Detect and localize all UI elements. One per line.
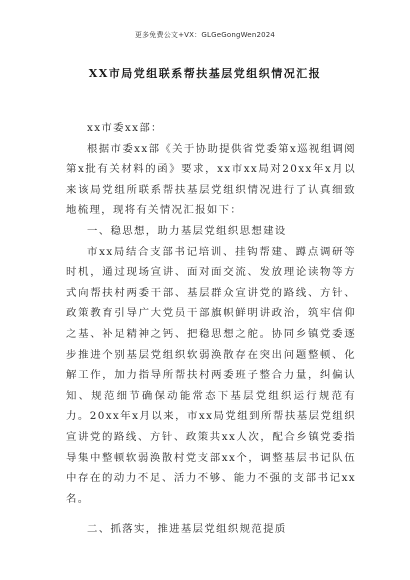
document-body — [66, 118, 356, 540]
document-title: XX市局党组联系帮扶基层党组织情况汇报 — [88, 67, 322, 80]
intro-paragraph: 根据市委xx部《关于协助提供省党委第x巡视组调阅第x批有关材料的函》要求，xx市xx局对20xx年x月以来该局党组所联系帮扶基层党组织情况进行了认真细致地梳理，现将有关情况汇报如下： — [66, 142, 356, 217]
section-heading-2: 二、抓落实，推进基层党组织规范提质 — [87, 523, 287, 536]
header-note: 更多免费公文+VX：GLGeGongWen2024 — [134, 31, 276, 39]
section-1-paragraph: 市xx局结合支部书记培训、挂钩帮建、蹲点调研等时机，通过现场宣讲、面对面交流、发放理论读物等方式向帮扶村两委干部、基层群众宣讲党的路线、方针、政策教育引导广大党员干部旗帜鲜明讲政治，筑牢信仰之基、补足精神之钙、把稳思想之舵。协同乡镇党委逐步推进个别基层党组织软弱涣散存在突出问题整顿、化解工作，加力指导所帮扶村两委班子整合力量，纠偏认知、规范细节确保动能常态下基层党组织运行规范有力。20xx年x月以来，市xx局党组到所帮扶基层党组织宣讲党的路线、方针、政策共xx人次，配合乡镇党委指导集中整顿软弱涣散村党支部xx个，调整基层书记队伍中存在的动力不足、活力不够、能力不强的支部书记xx名。 — [66, 245, 356, 505]
salutation: xx市委xx部： — [87, 122, 163, 134]
section-heading-1: 一、稳思想，助力基层党组织思想建设 — [87, 224, 287, 237]
